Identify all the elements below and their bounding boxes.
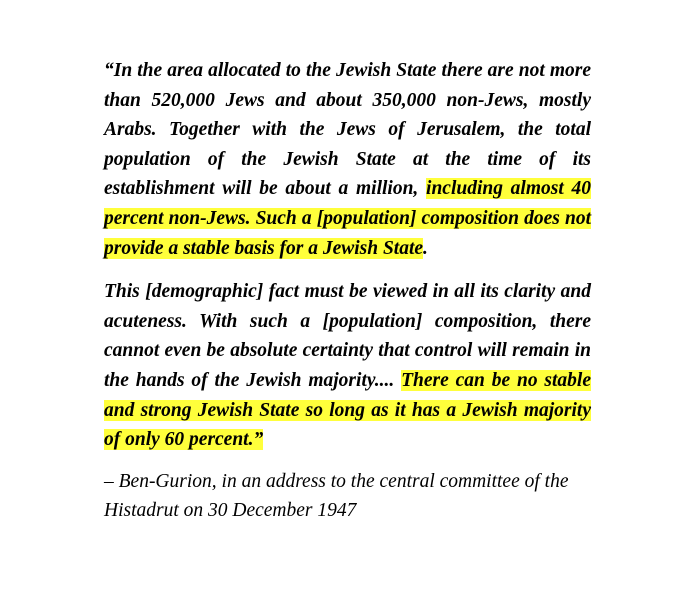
attribution: – Ben-Gurion, in an address to the central committee of the Histadrut on 30 December 1947 xyxy=(104,470,569,522)
quote-paragraph-1-highlight: including almost 40 percent non-Jews. Such a [population] composition does not provide a stable basis for a Jewish State xyxy=(104,178,591,259)
quote-paragraph-1-end: . xyxy=(423,237,428,259)
quote-paragraph-2-text: This [demographic] fact must be viewed in all its clarity and acuteness. With such a [population] composition, there cannot even be absolute certainty that control will remain in the hands of the Jewish majority.... xyxy=(104,281,591,391)
quote-paragraph-2-highlight: There can be no stable and strong Jewish State so long as it has a Jewish majority of only 60 percent.” xyxy=(104,369,592,451)
quote-document xyxy=(104,56,591,526)
quote-paragraph-1-text: “In the area allocated to the Jewish State there are not more than 520,000 Jews and about 350,000 non-Jews, mostly Arabs. Together with the Jews of Jerusalem, the total population of the Jewish State at the time of its establishment will be about a million, xyxy=(104,60,591,200)
quote-paragraph-2 xyxy=(104,277,591,455)
quote-paragraph-1 xyxy=(104,56,591,263)
